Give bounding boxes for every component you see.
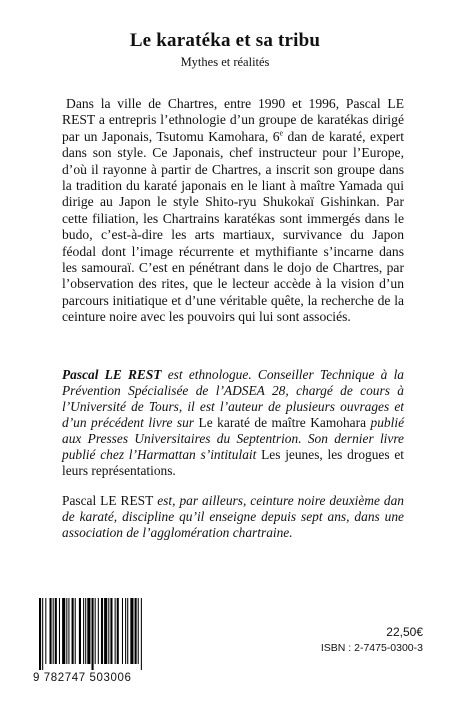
barcode-bar: [95, 598, 96, 664]
barcode-bar: [125, 598, 126, 664]
author-bio: [62, 367, 404, 479]
bio-text-1: est ethnologue. Conseiller Technique à la Prévention Spécialisée de l’ADSEA 28, chargé de cours à l’Université de Tours, il est l’auteur de plusieurs ouvrages et d’un précédent livre sur: [62, 367, 404, 430]
barcode-bar: [110, 598, 112, 664]
barcode-bar: [127, 598, 128, 664]
barcode-bar: [39, 598, 41, 670]
summary-part2: dan de karaté, expert dans son style. Ce Japonais, chef instructeur pour l’Europe, d’où il rayonne à partir de Chartres, a inscrit son groupe dans la tradition du karaté japonais en le liant à maître Yamada qui dirige au Japon le style Shito-ryu Shukokaï Gishinkan. Par cette filiation, les Chartrains karatékas sont immergés dans le budo, c’est-à-dire les arts martiaux, survivance du Japon féodal dont l’image récurrente et mythifiante s’incarne dans les samouraï. C’est en pénétrant dans le dojo de Chartres, par l’observation des rites, que le lecteur accède à la vision d’un parcours initiatique et d’une véritable quête, la recherche de la ceinture noire avec les pouvoirs qui lui sont associés.: [62, 128, 404, 325]
barcode-bar: [122, 598, 123, 664]
barcode-bar: [79, 598, 81, 664]
barcode-bar: [98, 598, 99, 664]
barcode-bar: [83, 598, 84, 664]
book-reference-2: Les jeunes, les drogues et leurs représentations.: [62, 447, 404, 478]
author-name-2: Pascal LE REST: [62, 493, 154, 508]
summary-part1: Dans la ville de Chartres, entre 1990 et 1996, Pascal LE REST a entrepris l’ethnologie d’un groupe de karatékas dirigé par un Japonais, Tsutomu Kamohara, 6: [62, 96, 404, 144]
author-bio-2: [62, 493, 404, 541]
book-reference-1: Le karaté de maître Kamohara: [198, 415, 367, 430]
bio-text-2: publié aux Presses Universitaires du Septentrion. Son dernier livre publié chez l’Harmattan s’intitulait: [62, 415, 405, 462]
barcode-bar: [130, 598, 133, 664]
barcode-bar: [53, 598, 54, 664]
barcode-bar: [138, 598, 139, 664]
barcode-bar: [45, 598, 46, 664]
barcode-bar: [104, 598, 107, 664]
barcode-bar: [75, 598, 76, 664]
barcode-bar: [66, 598, 67, 664]
barcode-bar: [50, 598, 52, 664]
barcode-bar: [117, 598, 119, 664]
barcode-bar: [85, 598, 86, 664]
author-name: Pascal LE REST: [62, 367, 162, 382]
barcode-bar: [92, 598, 94, 670]
barcode-bar: [42, 598, 43, 670]
barcode-bars-icon: [33, 598, 173, 672]
barcode-bar: [62, 598, 65, 664]
barcode-number: 9 782747 503006: [33, 672, 132, 684]
barcode-bar: [55, 598, 57, 664]
barcode-bar: [101, 598, 103, 664]
price: 22,50€: [386, 625, 423, 639]
summary-paragraph: [62, 96, 404, 326]
barcode-bar: [59, 598, 60, 664]
barcode-bar: [108, 598, 109, 664]
isbn: ISBN : 2-7475-0300-3: [320, 642, 423, 654]
dan-superscript: e: [279, 128, 284, 138]
bio-text-3: est, par ailleurs, ceinture noire deuxième dan de karaté, discipline qu’il enseigne depuis sept ans, dans une association de l’agglomération chartraine.: [62, 493, 404, 540]
barcode-bar: [68, 598, 69, 664]
barcode-bar: [115, 598, 116, 664]
barcode-bar: [72, 598, 74, 664]
barcode-bar: [141, 598, 142, 670]
barcode-bar: [87, 598, 90, 664]
book-subtitle: Mythes et réalités: [180, 55, 270, 69]
book-title: Le karatéka et sa tribu: [129, 30, 321, 51]
barcode-bar: [135, 598, 137, 664]
